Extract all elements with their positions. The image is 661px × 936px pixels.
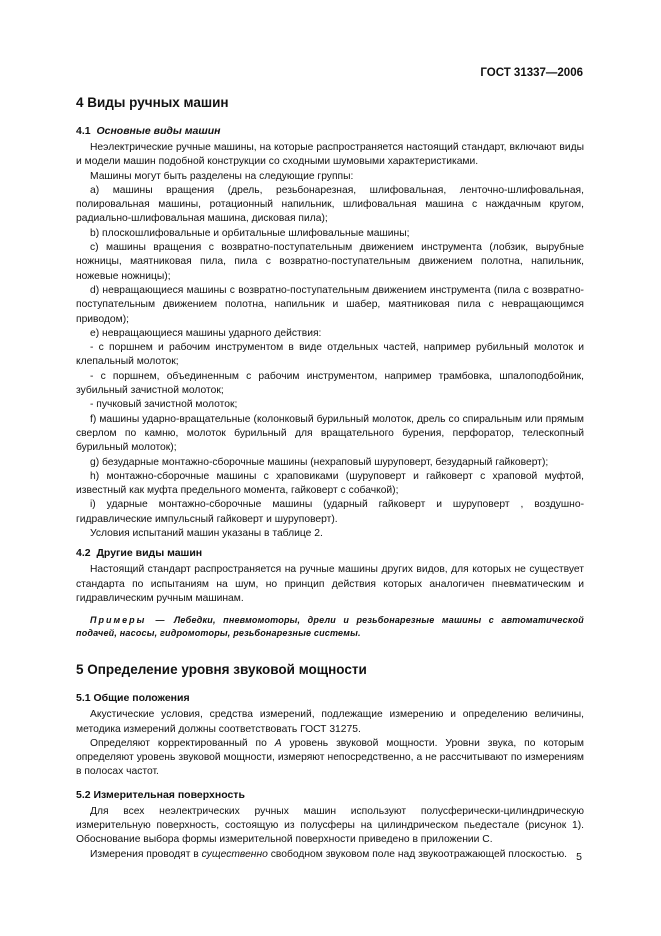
paragraph: Настоящий стандарт распространяется на ручные машины других видов, для которых не существует стандарта по испытаниям на шум, но принцип действия которых аналогичен пневматическим и гидравлическим ручным машинам. <box>76 564 584 604</box>
text-run-italic: существенно <box>201 848 268 860</box>
list-subitem: - с поршнем, объединенным с рабочим инструментом, например трамбовка, шпалоподбойник, зубильный зачистной молоток; <box>76 370 584 397</box>
examples-text: Лебедки, пневмомоторы, дрели и резьбонарезные машины с автоматической подачей, насосы, гидромоторы, резьбонарезные системы. <box>76 615 585 639</box>
text-run: Определяют корректированный по <box>90 737 275 749</box>
list-item-d: d) невращающиеся машины с возвратно-поступательным движением инструмента (пила с возвратно-поступательным движением полотна, напильник и шабер, маятниковая пила с невращающимся приводом); <box>76 284 584 325</box>
subsection-5-1-title: 5.1 Общие положения <box>76 692 190 705</box>
page-content <box>76 95 584 862</box>
subsection-4-2-title <box>76 546 584 560</box>
paragraph: Неэлектрические ручные машины, на которые распространяется настоящий стандарт, включают виды и модели машин подобной конструкции со сходными шумовыми характеристиками. <box>76 142 584 168</box>
subsection-4-1-title <box>76 124 584 138</box>
list-item-h: h) монтажно-сборочные машины с храповиками (шуруповерт и гайковерт с храповой муфтой, известный как муфта предельного момента, гайковерт с собачкой); <box>76 470 584 497</box>
paragraph: Для всех неэлектрических ручных машин используют полусферически-цилиндрическую измерительную поверхность, состоящую из полусферы на цилиндрическом пьедестале (рисунок 1). Обоснование выбора формы измерительной поверхности приведено в приложении С. <box>76 805 584 846</box>
list-item-c: с) машины вращения с возвратно-поступательным движением инструмента (лобзик, вырубные ножницы, маятниковая пила, пила с возвратно-поступательным движением полотна, напильник, ножевые ножницы); <box>76 242 584 282</box>
list-item-b: b) плоскошлифовальные и орбитальные шлифовальные машины; <box>90 227 410 239</box>
paragraph: Акустические условия, средства измерений, подлежащие измерению и определению величины, методика измерений должны соответствовать ГОСТ 31275. <box>76 709 584 735</box>
text-run: уровень звуковой мощности. Уровни звука, по которым определяют уровень звуковой мощности, измеряют непосредственно, а не рассчитывают по измерениям в полосах частот. <box>76 737 584 778</box>
list-subitem: - с поршнем и рабочим инструментом в виде отдельных частей, например рубильный молоток и клепальный молоток; <box>76 342 584 368</box>
list-subitem: - пучковый зачистной молоток; <box>90 399 238 411</box>
list-item-i: i) ударные монтажно-сборочные машины (ударный гайковерт и шуруповерт , воздушно-гидравлические импульсный гайковерт и шуруповерт). <box>76 499 584 525</box>
subsection-4-2-name: Другие виды машин <box>96 547 203 560</box>
list-item-f: f) машины ударно-вращательные (колонковый бурильный молоток, дрель со спиральным или прямым сверлом по камню, молоток бурильный для вращательного бурения, перфоратор, телескопный бурильный молоток); <box>76 413 584 454</box>
subsection-5-2-title: 5.2 Измерительная поверхность <box>76 788 245 801</box>
text-run-italic: А <box>274 737 282 749</box>
text-run: Измерения проводят в <box>90 848 202 860</box>
subsection-4-1-name: Основные виды машин <box>96 125 221 137</box>
paragraph <box>76 737 584 780</box>
examples-label: Примеры — <box>90 615 167 626</box>
section-4-title: 4 Виды ручных машин <box>76 95 229 110</box>
section-5-title: 5 Определение уровня звуковой мощности <box>76 662 367 678</box>
list-item-g: g) безударные монтажно-сборочные машины (нехраповый шуруповерт, безударный гайковерт); <box>90 456 549 468</box>
list-item-e: е) невращающиеся машины ударного действия: <box>90 327 322 339</box>
examples-note <box>76 614 584 640</box>
paragraph: Условия испытаний машин указаны в таблице 2. <box>90 528 323 540</box>
paragraph: Машины могут быть разделены на следующие группы: <box>90 170 354 182</box>
list-item-a: а) машины вращения (дрель, резьбонарезная, шлифовальная, ленточно-шлифовальная, полировальная машины, ротационный напильник, шлифовальная машина с наждачным кругом, радиально-шлифовальная машина, дисковая пила); <box>76 184 584 225</box>
subsection-4-2-number: 4.2 <box>76 547 91 560</box>
page-number: 5 <box>576 851 582 863</box>
standard-number: ГОСТ 31337—2006 <box>480 67 583 79</box>
text-run: свободном звуковом поле над звукоотражающей плоскостью. <box>267 848 568 860</box>
subsection-4-1-number: 4.1 <box>76 125 91 137</box>
paragraph <box>76 848 584 862</box>
